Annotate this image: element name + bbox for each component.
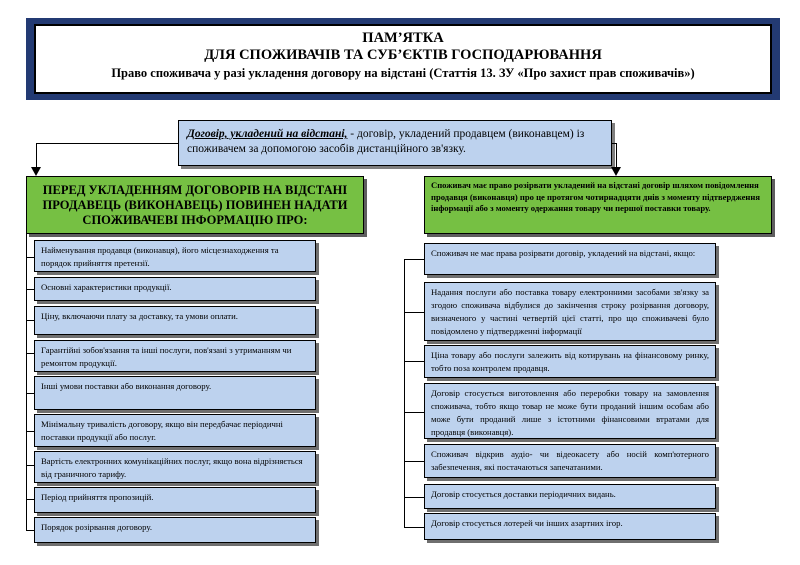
arrow-down-right-icon	[611, 167, 621, 176]
right-tick	[404, 497, 424, 498]
left-tick	[26, 257, 34, 258]
left-list-item: Вартість електронних комунікаційних послуг, якщо вона відрізняється від граничного тарифу.	[34, 451, 316, 483]
right-list-item: Договір стосується доставки періодичних видань.	[424, 484, 716, 509]
right-tick	[404, 259, 424, 260]
left-list-item: Інші умови поставки або виконання договору.	[34, 376, 316, 410]
left-tick	[26, 353, 34, 354]
right-list-item: Споживач відкрив аудіо- чи відеокасету або носій комп'ютерного забезпечення, які постачаються запечатаними.	[424, 444, 716, 478]
left-list-item: Гарантійні зобов'язання та інші послуги, пов'язані з утриманням чи ремонтом продукції.	[34, 340, 316, 372]
right-list-item: Договір стосується виготовлення або переробки товару на замовлення споживача, тобто якщо товар не може бути проданий іншим особам або може бути проданий лише з істотними фінансовими втратами для продавця (виконавця).	[424, 383, 716, 439]
right-bracket-line	[404, 259, 405, 527]
left-list-item: Мінімальну тривалість договору, якщо він передбачає періодичні поставки продукції або послуг.	[34, 414, 316, 447]
right-tick	[404, 527, 424, 528]
left-list-item: Найменування продавця (виконавця), його місцезнаходження та порядок прийняття претензії.	[34, 240, 316, 272]
right-list-item: Договір стосується лотерей чи інших азартних ігор.	[424, 513, 716, 540]
definition-text: - договір, укладений продавцем (виконавцем) із споживачем за допомогою засобів дистанційного зв'язку.	[187, 128, 585, 155]
right-tick	[404, 312, 424, 313]
left-bracket-line	[26, 234, 27, 530]
right-section-header: Споживач має право розірвати укладений на відстані договір шляхом повідомлення продавця (виконавця) про це протягом чотирнадцяти днів з моменту підтвердження інформації або з моменту одержання товару чи першої поставки товару.	[424, 176, 772, 234]
header-box	[34, 24, 772, 94]
page-title: ПАМ’ЯТКА	[362, 30, 444, 46]
right-list-item: Споживач не має права розірвати договір, укладений на відстані, якщо:	[424, 243, 716, 275]
left-list-item: Основні характеристики продукції.	[34, 277, 316, 301]
definition-term: Договір, укладений на відстані,	[187, 128, 348, 140]
right-list-item: Надання послуги або поставка товару електронними засобами зв'язку за згодою споживача відбулися до закінчення строку розірвання договору, визначеного у частині четвертій цієї статті, про що споживачеві було повідомлено у підтвердженні інформації	[424, 282, 716, 341]
page-subtitle: ДЛЯ СПОЖИВАЧІВ ТА СУБ’ЄКТІВ ГОСПОДАРЮВАННЯ	[204, 47, 602, 63]
left-list-item: Ціну, включаючи плату за доставку, та умови оплати.	[34, 306, 316, 335]
right-tick	[404, 412, 424, 413]
left-tick	[26, 393, 34, 394]
left-section-header: ПЕРЕД УКЛАДЕННЯМ ДОГОВОРІВ НА ВІДСТАНІ ПРОДАВЕЦЬ (ВИКОНАВЕЦЬ) ПОВИНЕН НАДАТИ СПОЖИВАЧЕВІ ІНФОРМАЦІЮ ПРО:	[26, 176, 364, 234]
left-tick	[26, 465, 34, 466]
left-tick	[26, 499, 34, 500]
left-list-item: Період прийняття пропозицій.	[34, 487, 316, 513]
left-tick	[26, 320, 34, 321]
left-tick	[26, 431, 34, 432]
connector-left-horizontal	[36, 143, 178, 144]
arrow-down-left-icon	[31, 167, 41, 176]
connector-right-vertical	[616, 143, 617, 168]
definition-box	[178, 120, 612, 166]
right-tick	[404, 461, 424, 462]
left-tick	[26, 530, 34, 531]
connector-left-vertical	[36, 143, 37, 168]
page-law-reference: Право споживача у разі укладення договору на відстані (Статтія 13. ЗУ «Про захист прав споживачів»)	[111, 66, 695, 80]
left-tick	[26, 289, 34, 290]
right-list-item: Ціна товару або послуги залежить від котирувань на фінансовому ринку, тобто поза контролем продавця.	[424, 345, 716, 378]
right-tick	[404, 361, 424, 362]
left-list-item: Порядок розірвання договору.	[34, 517, 316, 543]
